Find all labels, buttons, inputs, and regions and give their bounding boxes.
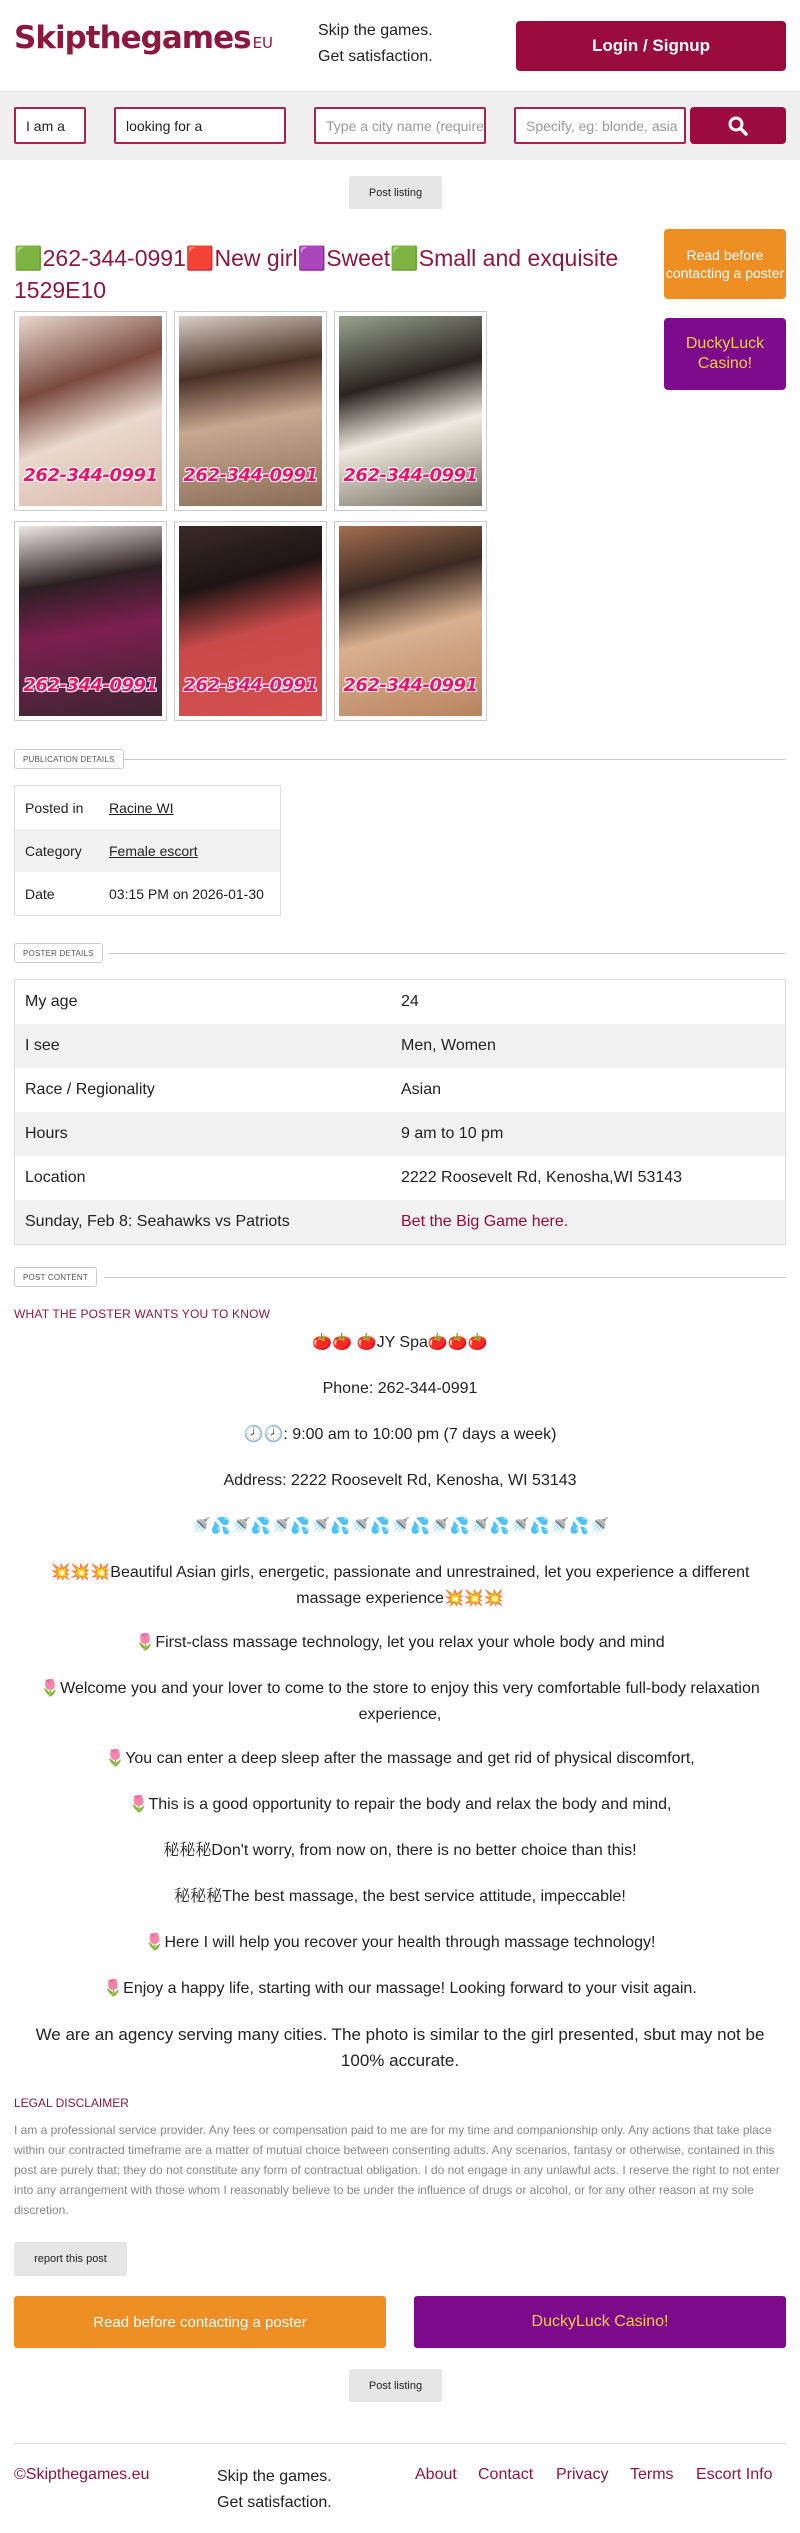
pub-row-date: Date 03:15 PM on 2026-01-30 — [25, 885, 264, 902]
post-line: 🌷Here I will help you recover your health through massage technology! — [144, 1934, 656, 1951]
post-line: 💥💥💥Beautiful Asian girls, energetic, passionate and unrestrained, let you experience a different massage experience💥💥💥 — [50, 1564, 750, 1607]
footer-link-terms[interactable]: Terms — [630, 2466, 674, 2483]
footer-link-privacy[interactable]: Privacy — [556, 2466, 609, 2483]
post-line: 秘秘秘The best massage, the best service attitude, impeccable! — [174, 1888, 626, 1905]
poster-row: My age 24 — [25, 993, 419, 1010]
post-line: 🌷This is a good opportunity to repair the body and relax the body and mind, — [128, 1796, 672, 1813]
category-link[interactable]: Female escort — [109, 842, 198, 859]
bet-link[interactable]: Bet the Big Game here. — [401, 1213, 569, 1230]
publication-details-label: PUBLICATION DETAILS — [14, 749, 124, 769]
poster-row: Race / Regionality Asian — [25, 1081, 442, 1098]
photo-phone-overlay: 262-344-0991 — [343, 465, 478, 486]
photo-phone-overlay: 262-344-0991 — [343, 675, 478, 696]
footer-link-about[interactable]: About — [415, 2466, 457, 2483]
listing-photo[interactable] — [174, 311, 327, 511]
photo-phone-overlay: 262-344-0991 — [23, 675, 158, 696]
post-line: 🍅🍅 🍅JY Spa🍅🍅🍅 — [312, 1334, 488, 1351]
post-content-label: POST CONTENT — [14, 1267, 97, 1287]
publication-details-table — [14, 785, 281, 916]
search-icon — [728, 116, 748, 136]
post-line: We are an agency serving many cities. The photo is similar to the girl presented, sbut may not be 100% accurate. — [35, 2025, 765, 2070]
i-am-select[interactable]: I am a — [14, 107, 86, 144]
search-button[interactable] — [690, 107, 786, 144]
post-line: 🌷Enjoy a happy life, starting with our massage! Looking forward to your visit again. — [103, 1980, 697, 1997]
post-line: 🌷First-class massage technology, let you relax your whole body and mind — [135, 1634, 665, 1651]
search-bar — [0, 92, 800, 160]
listing-photo[interactable] — [174, 521, 327, 721]
photo-phone-overlay: 262-344-0991 — [23, 465, 158, 486]
footer-link-escort-info[interactable]: Escort Info — [696, 2466, 773, 2483]
poster-row: Location 2222 Roosevelt Rd, Kenosha,WI 53143 — [25, 1169, 683, 1186]
login-signup-button[interactable]: Login / Signup — [516, 21, 786, 71]
footer-tagline: Skip the games. Get satisfaction. — [217, 2468, 332, 2511]
poster-row: Sunday, Feb 8: Seahawks vs Patriots Bet the Big Game here. — [15, 1200, 785, 1244]
casino-ad-button[interactable]: DuckyLuck Casino! — [664, 318, 786, 390]
site-logo[interactable]: Skipthegames EU — [14, 20, 274, 56]
looking-for-select[interactable]: looking for a — [114, 107, 286, 144]
post-line: Phone: 262-344-0991 — [322, 1380, 478, 1397]
post-listing-button-bottom[interactable]: Post listing — [349, 2369, 442, 2402]
listing-photo[interactable] — [14, 311, 167, 511]
poster-row: I see Men, Women — [15, 1024, 785, 1068]
poster-row: Hours 9 am to 10 pm — [15, 1112, 785, 1156]
listing-title: 🟩262-344-0991🟥New girl🟪Sweet🟩Small and exquisite 1529E10 — [14, 245, 619, 303]
specify-input[interactable]: Specify, eg: blonde, asia — [514, 107, 686, 144]
header-tagline: Skip the games. Get satisfaction. — [318, 22, 433, 65]
poster-details-table — [14, 979, 786, 1245]
legal-disclaimer-text: I am a professional service provider. Any fees or compensation paid to me are for my time and companionship only. Any actions that take place within our contracted timeframe are a matter of mutual choice between consenting adults. Any scenarios, fantasy or otherwise, contained in this post are purely that; they do not constitute any form of contractual obligation. I do not engage in any unlawful acts. I reserve the right to not enter into any arrangement with those whom I reasonably believe to be under the influence of drugs or alcohol, or for any other reason at my sole discretion. — [14, 2123, 780, 2217]
legal-disclaimer-heading: LEGAL DISCLAIMER — [14, 2096, 129, 2110]
section-divider — [104, 1277, 786, 1278]
post-line: 🌷Welcome you and your lover to come to the store to enjoy this very comfortable full-body relaxation experience, — [40, 1680, 760, 1723]
post-line: 秘秘秘Don't worry, from now on, there is no better choice than this! — [163, 1842, 637, 1859]
footer-link-contact[interactable]: Contact — [478, 2466, 534, 2483]
photo-phone-overlay: 262-344-0991 — [183, 465, 318, 486]
read-before-contacting-button-bottom[interactable]: Read before contacting a poster — [14, 2296, 386, 2348]
report-post-button[interactable]: report this post — [14, 2242, 127, 2276]
listing-photo[interactable] — [334, 521, 487, 721]
pub-row-category: Category Female escort — [15, 829, 280, 872]
listing-photo[interactable] — [14, 521, 167, 721]
footer-copyright[interactable]: ©Skipthegames.eu — [14, 2466, 150, 2483]
post-line: 🌷You can enter a deep sleep after the massage and get rid of physical discomfort, — [105, 1750, 695, 1767]
poster-details-label: POSTER DETAILS — [14, 943, 103, 963]
post-listing-button-top[interactable]: Post listing — [349, 176, 442, 209]
listing-photo[interactable] — [334, 311, 487, 511]
post-line: 🕗🕗: 9:00 am to 10:00 pm (7 days a week) — [243, 1426, 557, 1443]
site-header — [0, 0, 800, 92]
wants-heading: WHAT THE POSTER WANTS YOU TO KNOW — [14, 1307, 271, 1321]
post-line: Address: 2222 Roosevelt Rd, Kenosha, WI 53143 — [223, 1472, 577, 1489]
section-divider — [122, 759, 786, 760]
photo-phone-overlay: 262-344-0991 — [183, 675, 318, 696]
pub-row-posted-in: Posted in Racine WI — [25, 799, 174, 816]
post-line: 🚿💦🚿💦🚿💦🚿💦🚿💦🚿💦🚿💦🚿💦🚿💦🚿💦🚿 — [190, 1518, 610, 1535]
footer-divider — [14, 2443, 786, 2444]
casino-ad-button-bottom[interactable]: DuckyLuck Casino! — [414, 2296, 786, 2348]
posted-in-link[interactable]: Racine WI — [109, 799, 174, 816]
section-divider — [108, 953, 786, 954]
city-input[interactable]: Type a city name (require — [314, 107, 486, 144]
read-before-contacting-button[interactable]: Read before contacting a poster — [664, 229, 786, 299]
